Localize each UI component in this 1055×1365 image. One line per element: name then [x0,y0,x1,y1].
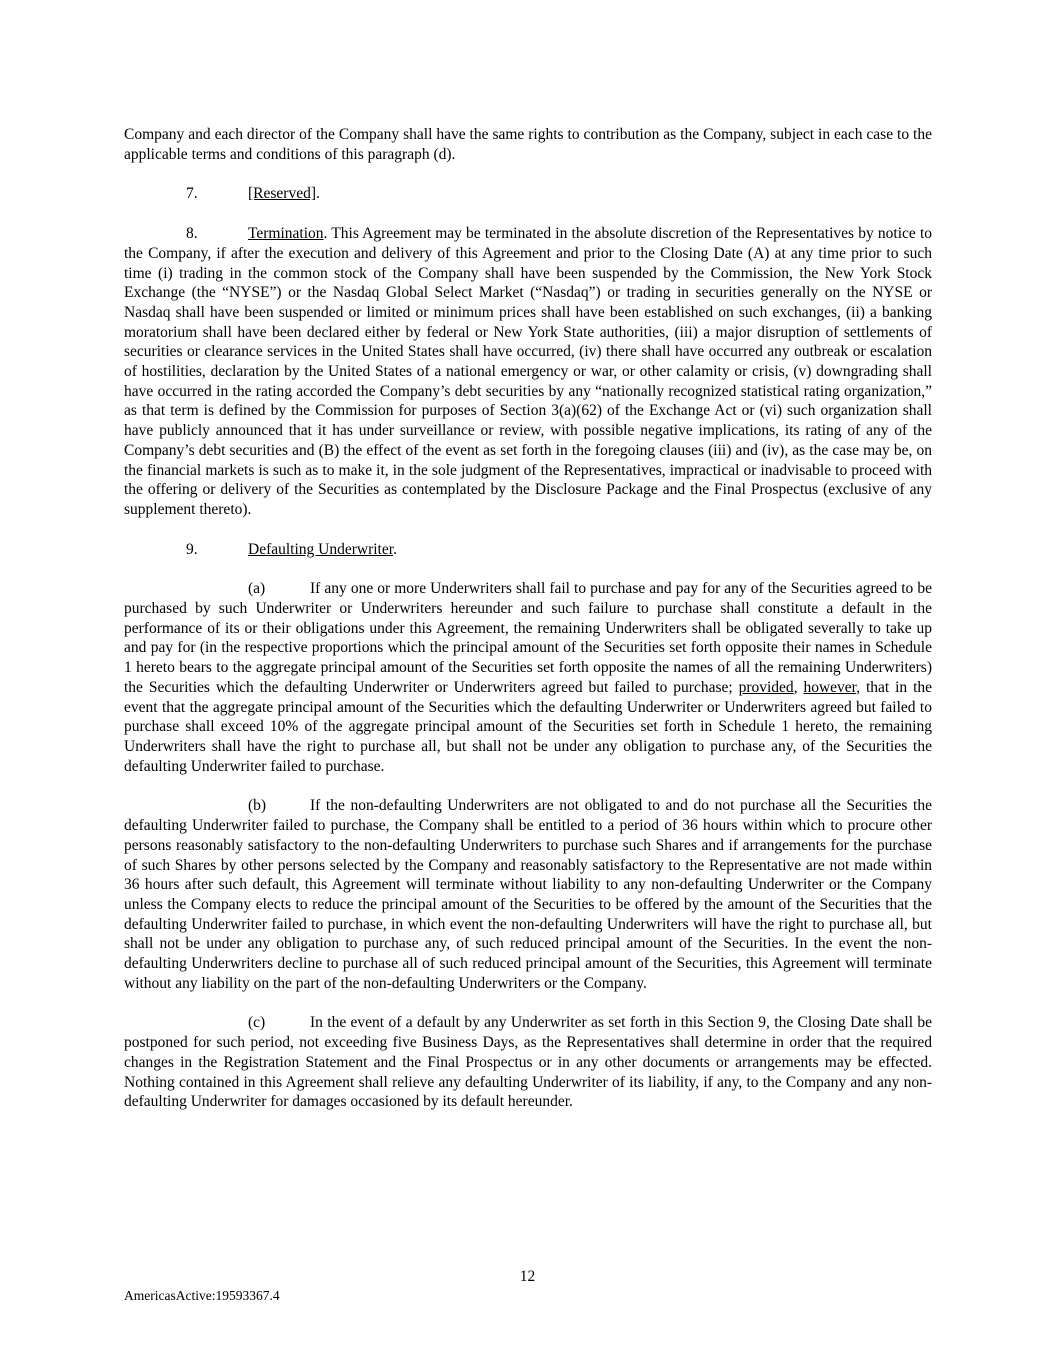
section-7-title: [Reserved] [248,185,316,203]
section-7-heading [124,184,932,204]
section-9a-text-after: , that in the event that the aggregate principal amount of the Securities which the defaulting Underwriter or Underwriters agreed but failed to purchase shall exceed 10% of the aggregate principal amount of the Securities set forth in Schedule 1 hereto, the remaining Underwriters shall have the right to purchase all, but shall not be under any obligation to purchase any, of the Securities the defaulting Underwriter failed to purchase. [124,678,933,775]
section-9a-text-before: If any one or more Underwriters shall fail to purchase and pay for any of the Securities agreed to be purchased by such Underwriter or Underwriters hereunder and such failure to purchase shall constitute a default in the performance of its or their obligations under this Agreement, the remaining Underwriters shall be obligated severally to take up and pay for (in the respective proportions which the principal amount of the Securities set forth opposite their names in Schedule 1 hereto bears to the aggregate principal amount of the Securities set forth opposite the names of all the remaining Underwriters) the Securities which the defaulting Underwriter or Underwriters agreed but failed to purchase; [124,580,932,696]
intro-paragraph: Company and each director of the Company shall have the same rights to contribution as the Company, subject in each case to the applicable terms and conditions of this paragraph (d). [124,126,932,163]
section-9-heading [124,540,932,560]
section-9a-label: (a) [248,580,266,598]
section-9a-paragraph [124,579,932,776]
page-number: 12 [519,1268,536,1285]
section-9c-label: (c) [248,1014,266,1032]
section-7-number: 7. [186,185,198,203]
section-9-number: 9. [186,540,198,558]
section-9a-sep: , [793,678,804,696]
section-7-period: . [316,185,320,203]
however-term: however [803,678,857,696]
section-9-title: Defaulting Underwriter [248,540,394,558]
section-8-body: . This Agreement may be terminated in the absolute discretion of the Representatives by notice to the Company, if after the execution and delivery of this Agreement and prior to the Closing Date (A) at any time prior to such time (i) trading in the common stock of the Company shall have been suspended by the Commission, the New York Stock Exchange (the “NYSE”) or the Nasdaq Global Select Market (“Nasdaq”) or trading in securities generally on the NYSE or Nasdaq shall have been suspended or limited or minimum prices shall have been established on such exchanges, (ii) a banking moratorium shall have been declared either by federal or New York State authorities, (iii) a major disruption of settlements of securities or clearance services in the United States shall have occurred, (iv) there shall have occurred any outbreak or escalation of hostilities, declaration by the United States of a national emergency or war, or other calamity or crisis, (v) downgrading shall have occurred in the rating accorded the Company’s debt securities by any “nationally recognized statistical rating organization,” as that term is defined by the Commission for purposes of Section 3(a)(62) of the Exchange Act or (vi) such organization shall have publicly announced that it has under surveillance or review, with possible negative implications, its rating of any of the Company’s debt securities and (B) the effect of the event as set forth in the foregoing clauses (iii) and (iv), as the case may be, on the financial markets is such as to make it, in the sole judgment of the Representatives, impractical or inadvisable to proceed with the offering or delivery of the Securities as contemplated by the Disclosure Package and the Final Prospectus (exclusive of any supplement thereto). [124,225,932,518]
document-id: AmericasActive:19593367.4 [124,1288,280,1303]
section-9c-paragraph [124,1013,932,1112]
section-9b-text: If the non-defaulting Underwriters are not obligated to and do not purchase all the Securities the defaulting Underwriter failed to purchase, the Company shall be entitled to a period of 36 hours within which to procure other persons reasonably satisfactory to the non-defaulting Underwriters to purchase such Shares and if arrangements for the purchase of such Shares by other persons selected by the Company and reasonably satisfactory to the Representative are not made within 36 hours after such default, this Agreement will terminate without liability to any non-defaulting Underwriter or the Company unless the Company elects to reduce the principal amount of the Securities to be offered by the amount of the Securities that the defaulting Underwriter failed to purchase, in which event the non-defaulting Underwriters will have the right to purchase all, but shall not be under any obligation to purchase any, of such reduced principal amount of the Securities. In the event the non-defaulting Underwriters decline to purchase all of such reduced principal amount of the Securities, this Agreement will terminate without any liability on the part of the non-defaulting Underwriters or the Company. [124,797,932,992]
section-8-title: Termination [248,225,324,243]
section-9c-text: In the event of a default by any Underwriter as set forth in this Section 9, the Closing Date shall be postponed for such period, not exceeding five Business Days, as the Representatives shall determine in order that the required changes in the Registration Statement and the Final Prospectus or in any other documents or arrangements may be effected. Nothing contained in this Agreement shall relieve any defaulting Underwriter of its liability, if any, to the Company and any non-defaulting Underwriter for damages occasioned by its default hereunder. [124,1014,932,1111]
section-9-period: . [393,540,397,558]
provided-term: provided [738,678,794,696]
section-8-paragraph [124,224,932,520]
section-8-number: 8. [186,225,198,243]
section-9b-label: (b) [248,797,267,815]
document-body [124,125,932,1132]
section-9b-paragraph [124,796,932,993]
